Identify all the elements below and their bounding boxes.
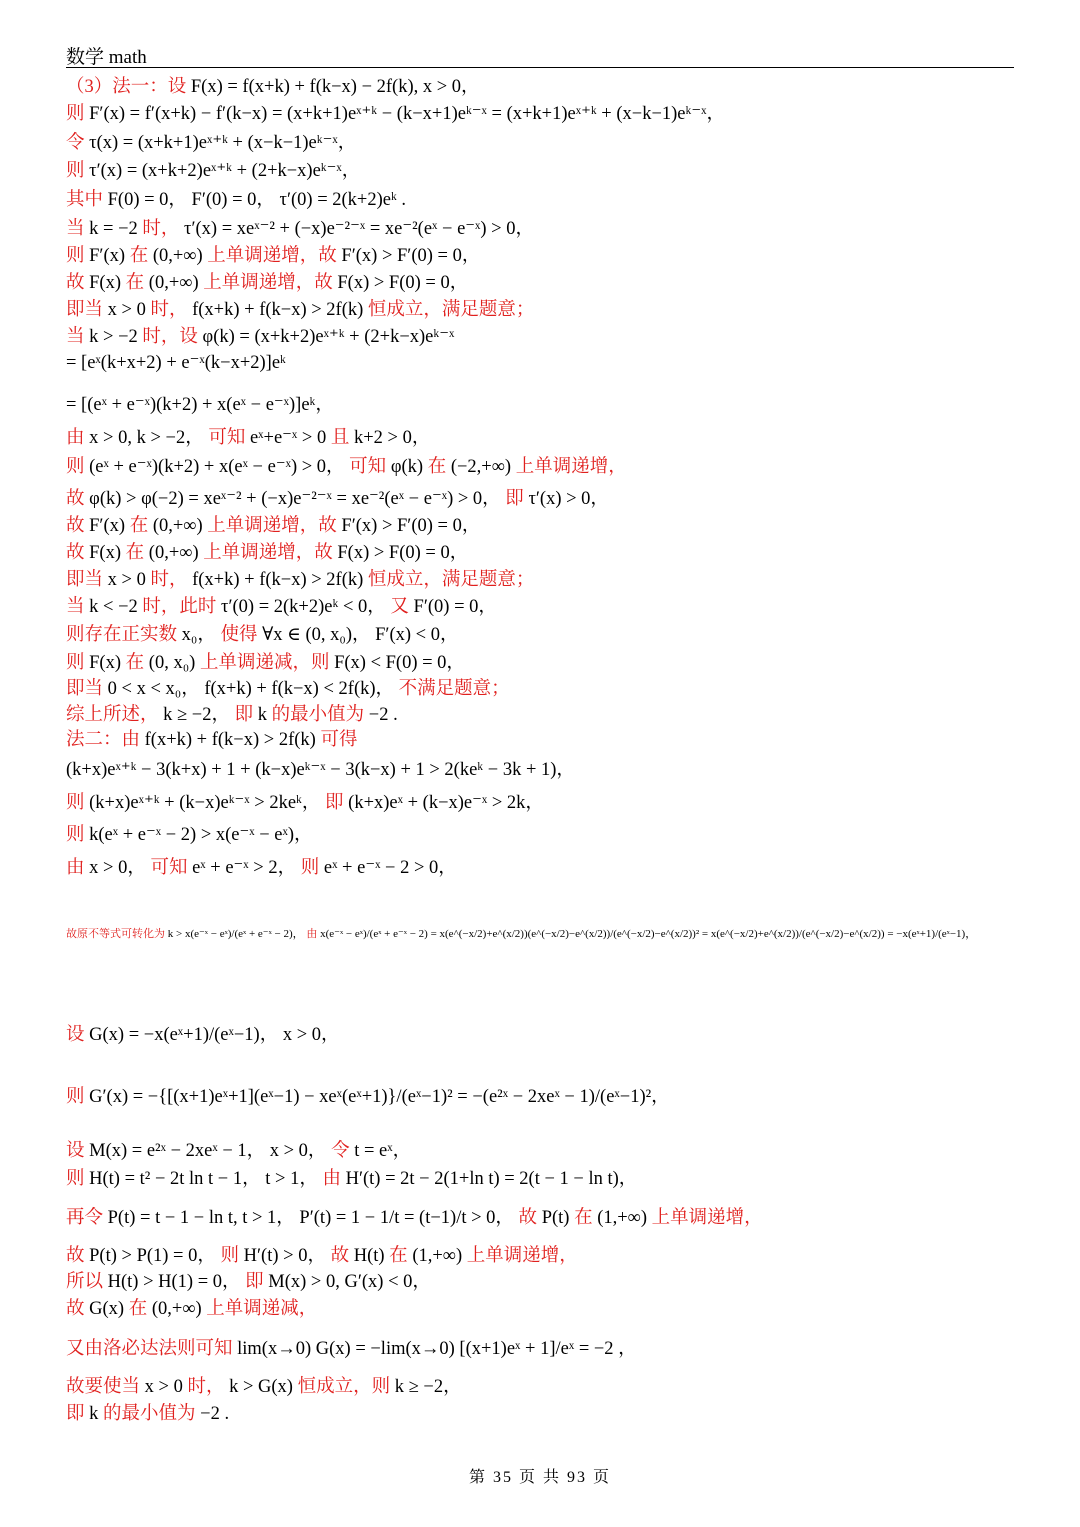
math-segment: k ≥ −2，	[163, 705, 235, 725]
text-segment: 故	[66, 273, 90, 293]
math-segment: F′(0) = 0，	[413, 597, 497, 617]
text-segment: 故	[66, 1299, 90, 1319]
text-segment: 时，	[142, 219, 185, 239]
text-segment: 当	[66, 219, 90, 239]
math-segment: k > −2	[89, 327, 143, 347]
text-segment: 则	[66, 457, 90, 477]
math-segment: F′(x)	[89, 246, 130, 266]
text-segment: 可知	[208, 428, 250, 448]
math-segment: k ≥ −2，	[394, 1377, 462, 1397]
solution-line	[66, 1136, 411, 1162]
math-segment: F(x) < F(0) = 0，	[334, 653, 465, 673]
text-segment: 即	[234, 705, 258, 725]
math-segment: F(0) = 0， F′(0) = 0， τ′(0) = 2(k+2)eᵏ .	[107, 190, 407, 210]
page-header: 数学 math	[66, 47, 147, 68]
math-segment: ˣ⁺ᵏ − (k−x+1)eᵏ⁻ˣ = (x+k+1)eˣ⁺ᵏ + (x−k−1)eᵏ⁻ˣ，	[356, 104, 725, 124]
math-segment: k = −2	[89, 219, 143, 239]
solution-line	[66, 853, 457, 879]
text-segment: 由	[322, 1169, 346, 1189]
text-segment: 则	[66, 793, 90, 813]
text-segment: 即	[245, 1272, 269, 1292]
text-segment: 所以	[66, 1272, 108, 1292]
text-segment: 即	[505, 489, 529, 509]
math-segment: −2 .	[200, 1404, 230, 1424]
text-segment: （3）法一：设	[66, 77, 191, 97]
text-segment: 综上所述，	[66, 705, 164, 725]
solution-line	[66, 1372, 462, 1398]
solution-line	[66, 648, 465, 674]
math-segment: F(x) = f(x+k) + f(k−x) − 2f(k), x > 0，	[190, 77, 480, 97]
text-segment: 令	[331, 1141, 355, 1161]
text-segment: 上单调递减，	[206, 1299, 318, 1319]
math-segment: 0 < x < x₀， f(x+k) + f(k−x) < 2f(k)，	[107, 679, 399, 699]
text-segment: 时，此时	[142, 597, 222, 617]
solution-line	[66, 1399, 229, 1425]
text-segment: 由	[306, 928, 321, 940]
math-segment: (0,+∞)	[148, 273, 204, 293]
math-segment: x(e⁻ˣ − eˣ)/(eˣ + e⁻ˣ − 2) = x(e^(−x/2)+e^(x/2))(e^(−x/2)−e^(x/2))/(e^(−x/2)−e^(x/2))² = x(e^(−x/2)+e^(x/2))/(e^(−x/2)−e^(x/2)) = −x(eˣ+1)/(eˣ−1)，	[320, 928, 977, 940]
solution-line	[66, 1267, 431, 1293]
math-segment: x > 0	[144, 1377, 188, 1397]
text-segment: 恒成立，满足题意；	[367, 300, 535, 320]
solution-line	[66, 185, 406, 211]
math-segment: φ(k) = (x+k+2)eˣ⁺ᵏ + (2+k−x)eᵏ⁻ˣ	[202, 327, 455, 347]
math-segment: F(x)	[89, 653, 126, 673]
text-segment: 则	[66, 653, 90, 673]
text-segment: 即	[66, 1404, 90, 1424]
text-segment: 恒成立，则	[297, 1377, 395, 1397]
solution-line	[66, 511, 480, 537]
text-segment: 即	[325, 793, 349, 813]
math-segment: k	[257, 705, 272, 725]
solution-line	[66, 1334, 637, 1360]
solution-line	[66, 214, 534, 240]
text-segment: 设	[66, 1025, 90, 1045]
text-segment: 上单调递增，	[515, 457, 627, 477]
text-segment: 又由洛必达法则可知	[66, 1339, 238, 1359]
text-segment: 在	[129, 246, 153, 266]
math-segment: F′(x)	[89, 516, 130, 536]
math-segment: (0,+∞)	[151, 1299, 207, 1319]
math-segment: τ′(x) = xeˣ⁻² + (−x)e⁻²⁻ˣ = xe⁻²(eˣ − e⁻ˣ) > 0，	[184, 219, 534, 239]
text-segment: 故	[330, 1246, 354, 1266]
text-segment: 上单调递增，故	[203, 543, 338, 563]
text-segment: 法二：由	[66, 730, 145, 750]
text-segment: 则	[66, 161, 90, 181]
text-segment: 其中	[66, 190, 108, 210]
math-segment: (k+x)eˣ⁺ᵏ − 3(k+x) + 1 + (k−x)eᵏ⁻ˣ − 3(k−x) + 1 > 2(keᵏ − 3k + 1)，	[66, 760, 575, 780]
math-segment: k+2 > 0，	[353, 428, 431, 448]
math-segment: k > G(x)	[229, 1377, 298, 1397]
text-segment: 可得	[320, 730, 358, 750]
math-segment: M(x) = e²ˣ − 2xeˣ − 1， x > 0，	[89, 1141, 332, 1161]
math-segment: (k+x)eˣ + (k−x)e⁻ˣ > 2k，	[348, 793, 544, 813]
text-segment: 又	[390, 597, 414, 617]
math-segment: k	[89, 1404, 104, 1424]
math-segment: G(x)	[89, 1299, 129, 1319]
math-segment: ∀x ∈ (0, x₀)， F′(x) < 0，	[262, 625, 459, 645]
text-segment: 即当	[66, 300, 108, 320]
math-segment: H(t) = t² − 2t ln t − 1， t > 1，	[89, 1169, 323, 1189]
solution-line	[66, 99, 725, 125]
text-segment: 再令	[66, 1208, 108, 1228]
math-segment: φ(k)	[390, 457, 428, 477]
text-segment: 恒成立，满足题意；	[367, 570, 535, 590]
math-segment: x > 0	[107, 570, 151, 590]
math-segment: = [(eˣ + e⁻ˣ)(k+2) + x(eˣ − e⁻ˣ)]eᵏ，	[66, 395, 334, 415]
text-segment: 上单调递增，	[466, 1246, 578, 1266]
solution-line	[66, 1294, 317, 1320]
text-segment: 故要使当	[66, 1377, 145, 1397]
text-segment: 当	[66, 327, 90, 347]
math-segment: x > 0，	[89, 858, 151, 878]
math-segment: F′(x) > F′(0) = 0，	[341, 516, 481, 536]
text-segment: 则	[220, 1246, 244, 1266]
text-segment: 在	[125, 653, 149, 673]
math-segment: F(x) > F(0) = 0，	[337, 273, 469, 293]
text-segment: 则	[66, 104, 90, 124]
solution-line	[66, 1164, 637, 1190]
math-segment: G′(x) = −{[(x+1)eˣ+1](eˣ−1) − xeˣ(eˣ+1)}/(eˣ−1)² = −(e²ˣ − 2xeˣ − 1)/(eˣ−1)²，	[89, 1087, 670, 1107]
text-segment: 则存在正实数	[66, 625, 182, 645]
solution-line	[66, 268, 468, 294]
text-segment: 设	[66, 1141, 90, 1161]
text-segment: 故原不等式可转化为	[66, 928, 168, 940]
math-segment: eˣ + e⁻ˣ > 2，	[192, 858, 301, 878]
math-segment: t = eˣ，	[354, 1141, 412, 1161]
solution-line	[66, 322, 454, 348]
solution-line	[66, 1241, 578, 1267]
solution-line	[66, 423, 430, 449]
math-segment: (0,+∞)	[148, 543, 204, 563]
text-segment: 可知	[349, 457, 391, 477]
text-segment: 使得	[220, 625, 263, 645]
text-segment: 时，	[150, 300, 193, 320]
text-segment: 的最小值为	[103, 1404, 201, 1424]
math-segment: (0,+∞)	[152, 246, 208, 266]
text-segment: 且	[330, 428, 354, 448]
text-segment: 上单调递增，故	[207, 516, 342, 536]
header-divider	[66, 67, 1014, 68]
text-segment: 故	[66, 516, 90, 536]
math-segment: F(x)	[89, 273, 126, 293]
solution-line	[66, 620, 458, 646]
text-segment: 的最小值为	[271, 705, 369, 725]
solution-line	[66, 725, 357, 751]
text-segment: 在	[574, 1208, 598, 1228]
math-segment: F′(x) > F′(0) = 0，	[341, 246, 481, 266]
math-segment: H′(t) = 2t − 2(1+ln t) = 2(t − 1 − ln t)，	[345, 1169, 638, 1189]
math-segment: k(eˣ + e⁻ˣ − 2) > x(e⁻ˣ − eˣ)，	[89, 825, 313, 845]
math-segment: f(x+k) + f(k−x) > 2f(k)	[192, 300, 368, 320]
solution-line	[66, 565, 534, 591]
text-segment: 时，	[187, 1377, 230, 1397]
solution-line	[66, 1082, 670, 1108]
text-segment: 故	[66, 489, 90, 509]
math-segment: k > x(e⁻ˣ − eˣ)/(eˣ + e⁻ˣ − 2)，	[167, 928, 307, 940]
text-segment: 在	[125, 543, 149, 563]
math-segment: H′(t) > 0，	[243, 1246, 331, 1266]
math-segment: (k+x)eˣ⁺ᵏ + (k−x)eᵏ⁻ˣ > 2keᵏ，	[89, 793, 326, 813]
math-segment: (1,+∞)	[597, 1208, 652, 1228]
text-segment: 则	[66, 1087, 90, 1107]
text-segment: 由	[66, 428, 90, 448]
text-segment: 在	[427, 457, 451, 477]
math-segment: (−2,+∞)	[450, 457, 516, 477]
math-segment: −2 .	[368, 705, 398, 725]
text-segment: 在	[125, 273, 149, 293]
text-segment: 时，设	[142, 327, 203, 347]
math-segment: lim(x→0) G(x) = −lim(x→0) [(x+1)eˣ + 1]/eˣ = −2 ，	[237, 1339, 637, 1359]
text-segment: 在	[389, 1246, 413, 1266]
math-segment: P(t) > P(1) = 0，	[89, 1246, 221, 1266]
text-segment: 上单调递增，故	[207, 246, 342, 266]
text-segment: 令	[66, 133, 90, 153]
solution-line	[66, 592, 497, 618]
math-segment: x > 0, k > −2，	[89, 428, 209, 448]
solution-line	[66, 72, 480, 98]
solution-line	[66, 1020, 340, 1046]
solution-line	[66, 241, 480, 267]
text-segment: 时，	[150, 570, 193, 590]
text-segment: 即当	[66, 679, 108, 699]
math-segment: P(t)	[541, 1208, 575, 1228]
math-segment: eˣ + e⁻ˣ − 2 > 0，	[323, 858, 457, 878]
text-segment: 则	[300, 858, 324, 878]
text-segment: 则	[66, 825, 90, 845]
text-segment: 则	[66, 246, 90, 266]
solution-line	[66, 128, 356, 154]
math-segment: F(x) > F(0) = 0，	[337, 543, 469, 563]
math-segment: f(x+k) + f(k−x) > 2f(k)	[192, 570, 368, 590]
math-segment: τ′(0) = 2(k+2)eᵏ < 0，	[221, 597, 391, 617]
text-segment: 上单调递增，	[651, 1208, 763, 1228]
math-segment: τ(x) = (x+k+1)eˣ⁺ᵏ + (x−k−1)eᵏ⁻ˣ，	[89, 133, 357, 153]
solution-line	[66, 1203, 763, 1229]
math-segment: x > 0	[107, 300, 151, 320]
text-segment: 当	[66, 597, 90, 617]
text-segment: 在	[128, 1299, 152, 1319]
text-segment: 不满足题意；	[398, 679, 510, 699]
text-segment: 故	[518, 1208, 542, 1228]
math-segment: φ(k) > φ(−2) = xeˣ⁻² + (−x)e⁻²⁻ˣ = xe⁻²(eˣ − e⁻ˣ) > 0，	[89, 489, 506, 509]
math-segment: τ′(x) = (x+k+2)eˣ⁺ᵏ + (2+k−x)eᵏ⁻ˣ，	[89, 161, 361, 181]
math-segment: (0,+∞)	[152, 516, 208, 536]
math-segment: M(x) > 0, G′(x) < 0，	[268, 1272, 431, 1292]
solution-line	[66, 538, 468, 564]
text-segment: 在	[129, 516, 153, 536]
text-segment: 上单调递增，故	[203, 273, 338, 293]
text-segment: 则	[66, 1169, 90, 1189]
math-segment: k < −2	[89, 597, 143, 617]
text-segment: 上单调递减，则	[199, 653, 335, 673]
math-segment: τ′(x) > 0，	[528, 489, 609, 509]
math-segment: = [eˣ(k+x+2) + e⁻ˣ(k−x+2)]eᵏ	[66, 353, 286, 373]
solution-line	[66, 788, 544, 814]
math-segment: G(x) = −x(eˣ+1)/(eˣ−1)， x > 0，	[89, 1025, 340, 1045]
math-segment: (eˣ + e⁻ˣ)(k+2) + x(eˣ − e⁻ˣ) > 0，	[89, 457, 350, 477]
math-segment: F(x)	[89, 543, 126, 563]
page-footer: 第 35 页 共 93 页	[468, 1469, 611, 1486]
math-segment: H(t) > H(1) = 0，	[107, 1272, 246, 1292]
text-segment: 故	[66, 543, 90, 563]
solution-line	[66, 755, 575, 781]
solution-line	[66, 484, 609, 510]
text-segment: 故	[66, 1246, 90, 1266]
math-segment: f(x+k) + f(k−x) > 2f(k)	[144, 730, 321, 750]
solution-line	[66, 352, 286, 374]
solution-line	[66, 925, 976, 941]
math-segment: H(t)	[353, 1246, 390, 1266]
math-segment: (1,+∞)	[412, 1246, 467, 1266]
math-segment: eˣ+e⁻ˣ > 0	[249, 428, 331, 448]
math-segment: P(t) = t − 1 − ln t, t > 1， P′(t) = 1 − 1/t = (t−1)/t > 0，	[107, 1208, 519, 1228]
solution-line	[66, 452, 627, 478]
math-segment: x₀，	[181, 625, 221, 645]
math-segment: (0, x₀)	[148, 653, 200, 673]
solution-line	[66, 674, 510, 700]
math-segment: F′(x) = f′(x+k) − f′(k−x) = (x+k+1)e	[89, 104, 357, 124]
text-segment: 即当	[66, 570, 108, 590]
solution-line	[66, 295, 534, 321]
solution-line	[66, 156, 360, 182]
solution-line	[66, 820, 313, 846]
solution-line	[66, 700, 398, 726]
solution-line	[66, 390, 334, 416]
text-segment: 由	[66, 858, 90, 878]
text-segment: 可知	[150, 858, 193, 878]
